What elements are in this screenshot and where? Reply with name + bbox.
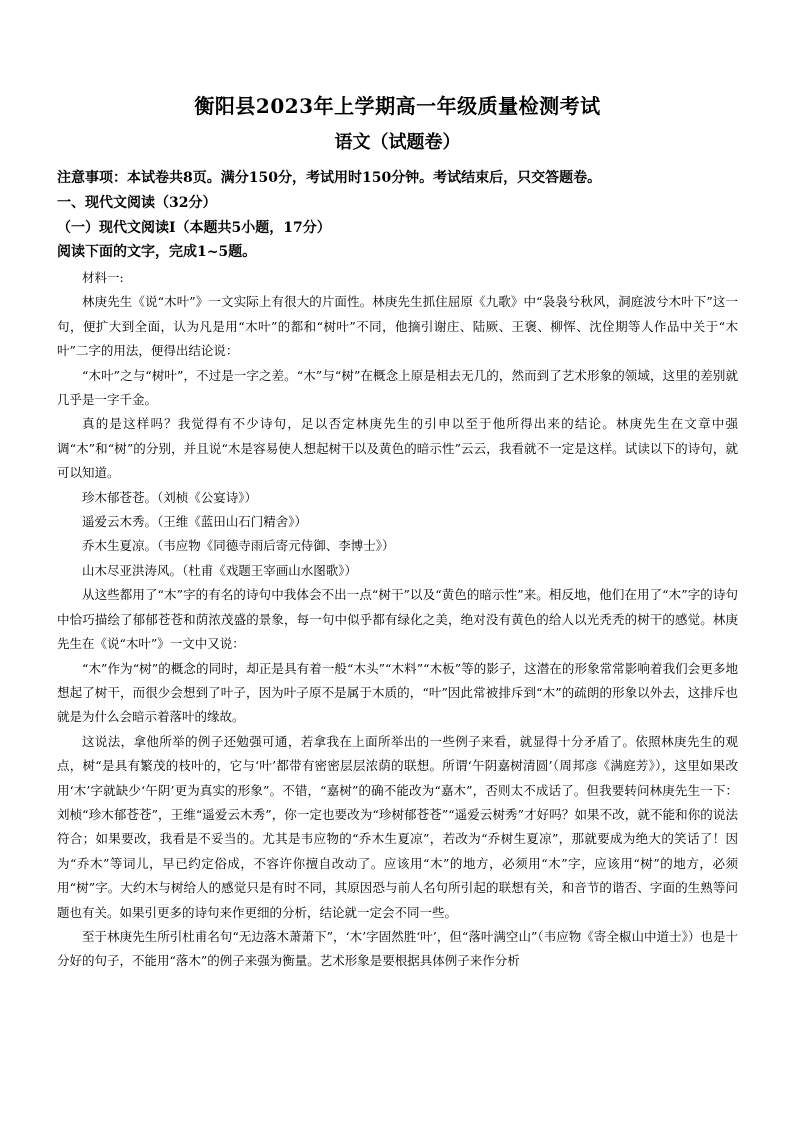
subsection-heading: （一）现代文阅读Ⅰ（本题共5小题，17分） xyxy=(57,220,331,236)
poem-line: 山木尽亚洪涛风。（杜甫《戏题王宰画山水图歌》） xyxy=(82,562,358,578)
material-quote: “木叶”之与“树叶”，不过是一字之差。“木”与“树”在概念上原是相去无几的，然而到了艺术形象的领域，这里的差别就几乎是一字千金。 xyxy=(57,367,738,408)
material-quote: “木”作为“树”的概念的同时，却正是具有着一般“木头”“木料”“木板”等的影子，这潜在的形象常常影响着我们会更多地想起了树干，而很少会想到了叶子，因为叶子原不是属于木质的，“叶”因此常被排斥到“木”的疏朗的形象以外去，这排斥也就是为什么会暗示着落叶的缘故。 xyxy=(57,660,738,725)
poem-line: 遥爱云木秀。（王维《蓝田山石门精舍》） xyxy=(82,514,308,530)
material-paragraph: 至于林庚先生所引杜甫名句“无边落木萧萧下”，‘木’字固然胜‘叶’，但“落叶满空山”（韦应物《寄全椒山中道士》）也是十分好的句子，不能用“落木”的例子来强为衡量。艺术形象是要根据具体例子来作分析 xyxy=(57,928,738,969)
material-paragraph: 林庚先生《说“木叶”》一文实际上有很大的片面性。林庚先生抓住屈原《九歌》中“袅袅兮秋风，洞庭波兮木叶下”这一句，便扩大到全面，认为凡是用“木叶”的都和“树叶”不同，他摘引谢庄、陆厥、王褒、柳恽、沈佺期等人作品中关于“木叶”二字的用法，便得出结论说： xyxy=(57,294,738,359)
material-paragraph: 这说法，拿他所举的例子还勉强可通，若拿我在上面所举出的一些例子来看，就显得十分矛盾了。依照林庚先生的观点，树“是具有繁茂的枝叶的，它与‘叶’都带有密密层层浓荫的联想。所谓‘午阴嘉树清圆’（周邦彦《满庭芳》），这里如果改用‘木’字就缺少‘午阴’更为真实的形象”。不错，“嘉树”的确不能改为“嘉木”，否则太不成话了。但我要转问林庚先生一下：刘桢“珍木郁苍苍”，王维“遥爱云木秀”，你一定也要改为“珍树郁苍苍”“遥爱云树秀”才好吗？如果不改，就不能和你的说法符合；如果要改，我看是不妥当的。尤其是韦应物的“乔木生夏凉”，若改为“乔树生夏凉”，那就要成为绝大的笑话了！因为“乔木”等词儿，早已约定俗成，不容许你擅自改动了。应该用“木”的地方，必须用“木”字，应该用“树”的地方，必须用“树”字。大约木与树给人的感觉只是有时不同，其原因恐与前人名句所引起的联想有关，和音节的谐否、字面的生熟等问题也有关。如果引更多的诗句来作更细的分析，结论就一定会不同一些。 xyxy=(57,733,738,920)
exam-title: 衡阳县2023年上学期高一年级质量检测考试 xyxy=(194,94,601,118)
subject-title: 语文（试题卷） xyxy=(334,132,461,153)
reading-material xyxy=(57,266,738,974)
material-label: 材料一: xyxy=(82,270,124,285)
poem-line: 乔木生夏凉。（韦应物《同德寺雨后寄元侍御、李博士》） xyxy=(82,538,395,554)
reading-instruction: 阅读下面的文字，完成1~5题。 xyxy=(57,244,257,260)
material-paragraph: 真的是这样吗？我觉得有不少诗句，足以否定林庚先生的引申以至于他所得出来的结论。林庚先生在文章中强调“木”和“树”的分别，并且说“木是容易使人想起树干以及黄色的暗示性”云云，我看就不一定是这样。试读以下的诗句，就可以知道。 xyxy=(57,416,738,481)
poem-line: 珍木郁苍苍。（刘桢《公宴诗》） xyxy=(82,489,258,505)
exam-notice: 注意事项：本试卷共8页。满分150分，考试用时150分钟。考试结束后，只交答题卷。 xyxy=(57,170,602,186)
section-heading: 一、现代文阅读（32分） xyxy=(57,195,217,211)
material-paragraph: 从这些都用了“木”字的有名的诗句中我体会不出一点“树干”以及“黄色的暗示性”来。相反地，他们在用了“木”字的诗句中恰巧描绘了郁郁苍苍和荫浓茂盛的景象，每一句中似乎都有绿化之美，绝对没有黄色的给人以光秃秃的树干的感觉。林庚先生在《说“木叶”》一文中又说： xyxy=(57,587,738,652)
